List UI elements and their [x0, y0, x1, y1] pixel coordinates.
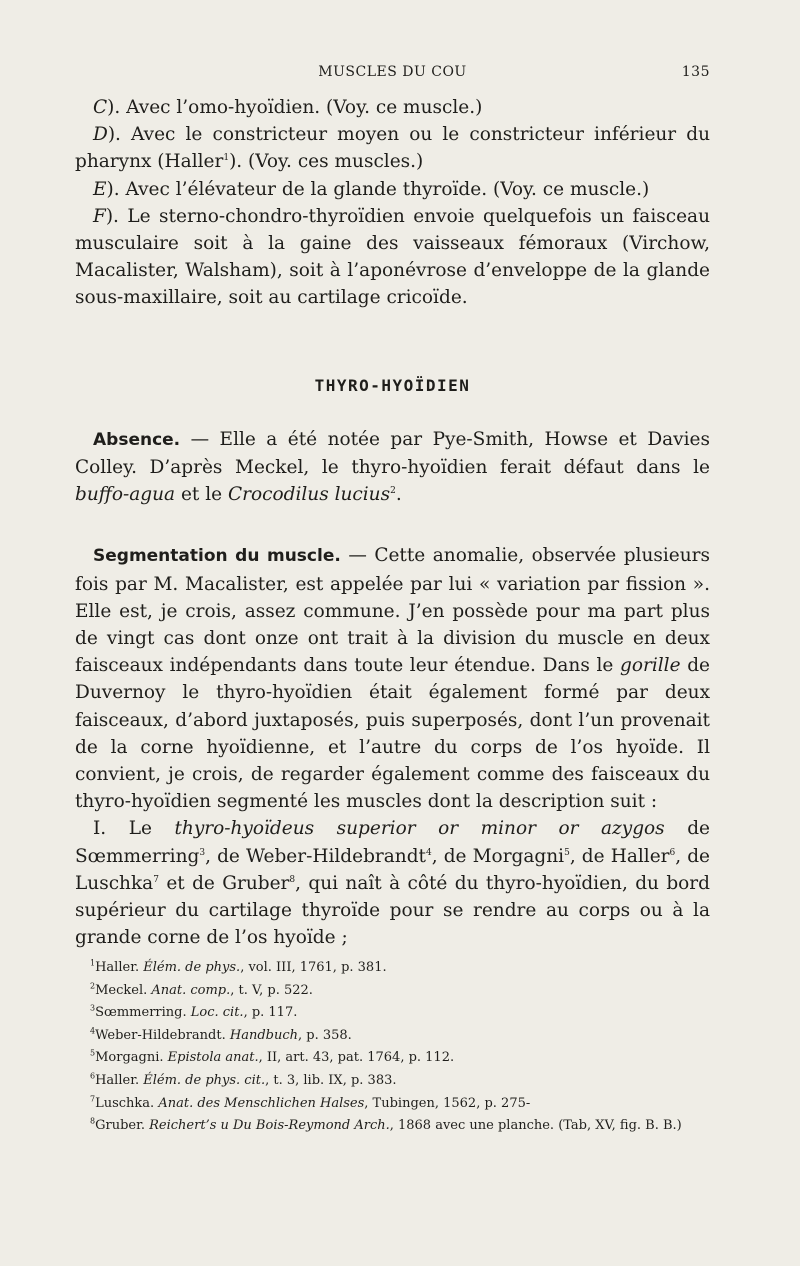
species-name: Crocodilus lucius: [227, 484, 391, 506]
subheading-segmentation: Segmentation du muscle.: [93, 546, 341, 567]
paragraph-item-d: [75, 121, 710, 175]
running-title: MUSCLES DU COU: [318, 64, 467, 80]
running-header: [75, 64, 710, 86]
footnote: $^3$Sœmmerring. Loc. cit., p. 117.: [90, 1003, 298, 1021]
body-text: [75, 94, 710, 951]
absence-text: .: [395, 484, 402, 506]
footnote-ref: 8: [289, 874, 296, 885]
footnotes: [90, 957, 720, 1138]
footnote-ref: 5: [564, 847, 570, 858]
paragraph-item-c: [75, 94, 710, 121]
paragraph-segmentation: [75, 542, 710, 815]
paragraph-item-one: I. Le thyro-hyoïdeus superior or minor or azygos de Sœmmerring$^3$, de Weber-Hildebrandt$^4$, de Morgagni$^5$, de Haller$^6$, de Luschka$^7$ et de Gruber$^8$, qui naît à côté du thyro-hyoïdien, du bord supérieur du cartilage thyroïde pour se rendre au corps ou à la grande corne de l’os hyoïde ;: [75, 818, 711, 949]
species-name: gorille: [620, 655, 681, 677]
paragraph-absence: [75, 426, 710, 509]
footnote-ref: 4: [426, 847, 432, 858]
absence-text: — Elle a été notée par Pye-Smith, Howse et Davies Colley. D’après Meckel, le thyro-hyoïdien ferait défaut dans le: [75, 428, 710, 479]
item-text: ). Le sterno-chondro-thyroïdien envoie quelquefois un faisceau musculaire soit à la gaine des vaisseaux fémoraux (Virchow, Macalister, Walsham), soit à l’aponévrose d’enveloppe de la glande sous-maxillaire, soit au cartilage cricoïde.: [75, 205, 710, 309]
footnote-ref: 3: [199, 847, 206, 858]
footnote: $^1$Haller. Élém. de phys., vol. III, 1761, p. 381.: [90, 958, 387, 975]
item-text: ). Avec l’élévateur de la glande thyroïde. (Voy. ce muscle.): [106, 178, 650, 200]
footnote: $^8$Gruber. Reichert’s u Du Bois-Reymond Arch., 1868 avec une planche. (Tab, XV, fig. B. B.): [90, 1116, 682, 1134]
footnote: $^6$Haller. Élém. de phys. cit., t. 3, lib. IX, p. 383.: [90, 1071, 397, 1088]
absence-text: et le: [175, 484, 228, 506]
section-title: THYRO-HYOÏDIEN: [314, 375, 471, 395]
paragraph-item-e: [75, 176, 710, 203]
segmentation-text: — Cette anomalie, observée plusieurs fois par M. Macalister, est appelée par lui « variation par fission ». Elle est, je crois, assez commune. J’en possède pour ma part plus de vingt cas dont onze ont trait à la division du muscle en deux faisceaux indépendants dans toute leur étendue. Dans le: [75, 545, 710, 677]
item-label: D: [93, 124, 108, 146]
page-number: 135: [681, 64, 710, 80]
item-label: F: [93, 205, 106, 227]
footnote: $^7$Luschka. Anat. des Menschlichen Halses, Tubingen, 1562, p. 275-: [90, 1094, 531, 1111]
item-label: E: [93, 178, 107, 200]
footnote-ref: 2: [390, 486, 396, 497]
species-name: buffo-agua: [75, 484, 176, 506]
footnote-ref: 7: [153, 874, 159, 885]
paragraph-item-f: [75, 203, 710, 312]
subheading-absence: Absence.: [93, 429, 181, 450]
item-text: ). (Voy. ces muscles.): [229, 151, 424, 173]
footnote: $^2$Meckel. Anat. comp., t. V, p. 522.: [90, 981, 313, 998]
item-text: ). Avec le constricteur moyen ou le constricteur inférieur du pharynx (Haller: [75, 124, 710, 173]
item-text: ). Avec l’omo-hyoïdien. (Voy. ce muscle.): [107, 97, 483, 118]
footnote-ref: 6: [669, 847, 676, 858]
paragraph-gap: [75, 508, 710, 542]
footnote-ref: 1: [223, 153, 230, 164]
footnote: $^5$Morgagni. Epistola anat., II, art. 43, pat. 1764, p. 112.: [90, 1049, 455, 1066]
item-label: C: [93, 97, 108, 118]
segmentation-text: de Duvernoy le thyro-hyoïdien était également formé par deux faisceaux, d’abord juxtaposés, puis superposés, dont l’un provenait de la corne hyoïdienne, et l’autre du corps de l’os hyoïde. Il convient, je crois, de regarder également comme des faisceaux du thyro-hyoïdien segmenté les muscles dont la description suit :: [75, 655, 710, 813]
footnote: $^4$Weber-Hildebrandt. Handbuch, p. 358.: [90, 1026, 352, 1043]
muscle-name: thyro-hyoïdeus superior or minor or azygos: [174, 818, 665, 840]
